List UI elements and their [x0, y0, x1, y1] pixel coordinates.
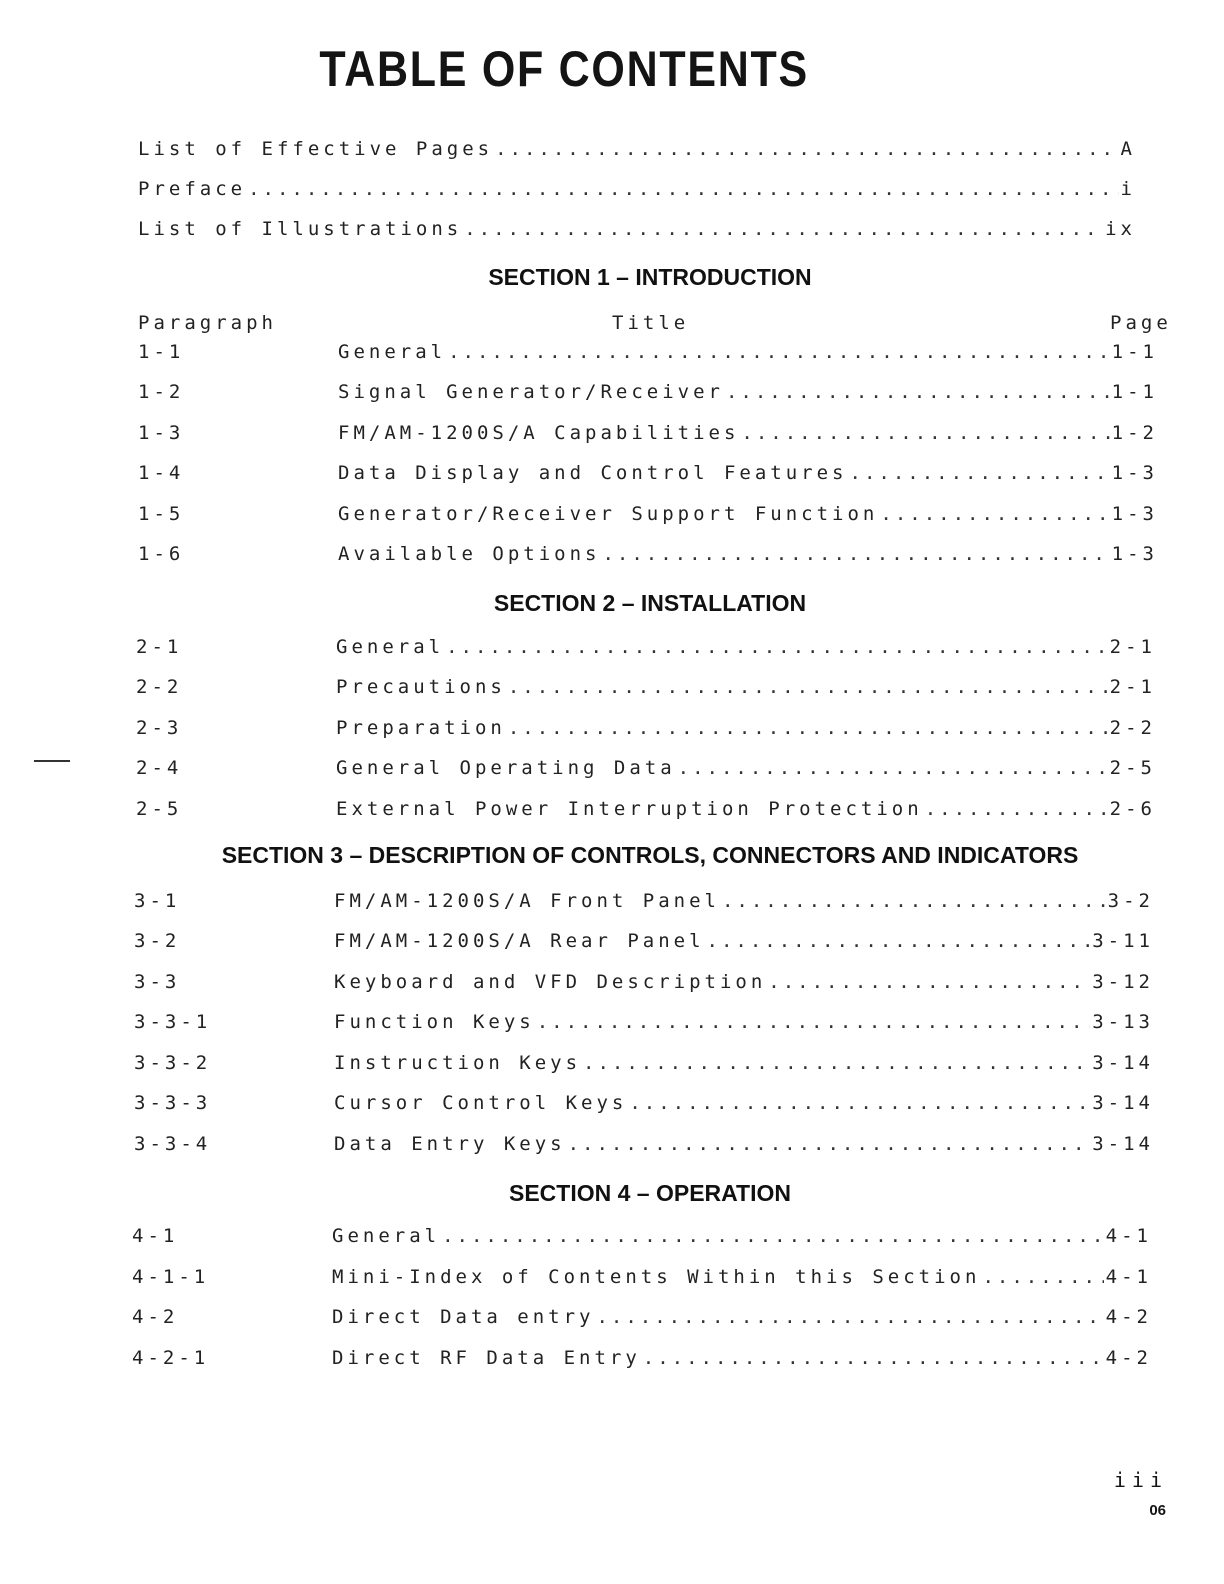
entry-paragraph: 2-1	[136, 636, 183, 658]
dot-leader	[446, 636, 1108, 658]
toc-entry[interactable]	[138, 341, 1168, 365]
entry-page: 1-2	[1111, 422, 1158, 444]
entry-title: Precautions	[336, 676, 506, 698]
entry-paragraph: 1-5	[138, 503, 185, 525]
dot-leader	[678, 757, 1108, 779]
entry-title: Preface	[138, 178, 247, 200]
entry-page: 4-2	[1105, 1347, 1152, 1369]
entry-title: Function Keys	[334, 1011, 535, 1033]
front-matter-list	[138, 138, 1136, 242]
entry-page: 2-1	[1109, 676, 1156, 698]
entry-paragraph: 2-3	[136, 717, 183, 739]
page-title: TABLE OF CONTENTS	[319, 41, 809, 97]
dot-leader	[448, 341, 1110, 363]
entry-title: Mini-Index of Contents Within this Section	[332, 1266, 981, 1288]
toc-entry[interactable]	[134, 890, 1164, 914]
toc-entry-list-of-illustrations[interactable]	[138, 218, 1136, 242]
dot-leader	[464, 218, 1103, 240]
entry-paragraph: 3-1	[134, 890, 181, 912]
dot-leader	[707, 930, 1091, 952]
entry-title: External Power Interruption Protection	[336, 798, 923, 820]
dot-leader	[248, 178, 1118, 200]
toc-entry[interactable]	[134, 1011, 1164, 1035]
dot-leader	[537, 1011, 1091, 1033]
toc-entry[interactable]	[132, 1266, 1162, 1290]
section-3-heading: SECTION 3 – DESCRIPTION OF CONTROLS, CONNECTORS AND INDICATORS	[221, 842, 1079, 868]
entry-page: 1-3	[1111, 503, 1158, 525]
entry-paragraph: 3-3	[134, 971, 181, 993]
entry-paragraph: 4-1	[132, 1225, 179, 1247]
entry-page: 3-13	[1092, 1011, 1154, 1033]
entry-page: 3-12	[1092, 971, 1154, 993]
entry-page: ix	[1105, 218, 1136, 240]
entry-page: 1-3	[1111, 543, 1158, 565]
toc-entry-list-of-effective-pages[interactable]	[138, 138, 1136, 162]
entry-page: 4-2	[1105, 1306, 1152, 1328]
entry-title: Generator/Receiver Support Function	[338, 503, 879, 525]
toc-entry[interactable]	[136, 676, 1166, 700]
entry-title: Direct RF Data Entry	[332, 1347, 641, 1369]
page-number: iii	[1113, 1468, 1168, 1492]
entry-title: Signal Generator/Receiver	[338, 381, 724, 403]
entry-title: List of Effective Pages	[138, 138, 494, 160]
toc-entry[interactable]	[134, 971, 1164, 995]
entry-title: General	[332, 1225, 441, 1247]
entry-page: 2-1	[1109, 636, 1156, 658]
entry-page: 2-5	[1109, 757, 1156, 779]
entry-paragraph: 3-3-1	[134, 1011, 212, 1033]
toc-entry[interactable]	[132, 1306, 1162, 1330]
dot-leader	[850, 462, 1110, 484]
entry-page: 3-14	[1092, 1092, 1154, 1114]
dot-leader	[495, 138, 1118, 160]
dot-leader	[583, 1052, 1090, 1074]
dot-leader	[568, 1133, 1091, 1155]
entry-page: 3-2	[1107, 890, 1154, 912]
entry-title: Data Entry Keys	[334, 1133, 566, 1155]
toc-entry[interactable]	[138, 503, 1168, 527]
toc-entry[interactable]	[136, 717, 1166, 741]
toc-entry[interactable]	[134, 1133, 1164, 1157]
toc-entry[interactable]	[136, 757, 1166, 781]
dot-leader	[768, 971, 1090, 993]
dot-leader	[643, 1347, 1104, 1369]
dot-leader	[880, 503, 1109, 525]
dot-leader	[602, 543, 1109, 565]
entry-title: General	[338, 341, 447, 363]
entry-paragraph: 4-2-1	[132, 1347, 210, 1369]
dot-leader	[982, 1266, 1103, 1288]
entry-title: FM/AM-1200S/A Front Panel	[334, 890, 720, 912]
dot-leader	[629, 1092, 1090, 1114]
section-4-heading: SECTION 4 – OPERATION	[508, 1180, 791, 1206]
toc-entry[interactable]	[132, 1225, 1162, 1249]
entry-paragraph: 2-4	[136, 757, 183, 779]
section-2-heading: SECTION 2 – INSTALLATION	[493, 590, 807, 616]
toc-entry[interactable]	[138, 422, 1168, 446]
entry-title: Data Display and Control Features	[338, 462, 848, 484]
entry-paragraph: 1-3	[138, 422, 185, 444]
entry-page: 1-1	[1111, 341, 1158, 363]
toc-entry[interactable]	[136, 798, 1166, 822]
toc-entry[interactable]	[134, 1052, 1164, 1076]
entry-paragraph: 1-1	[138, 341, 185, 363]
entry-page: 1-1	[1111, 381, 1158, 403]
margin-mark	[34, 760, 70, 762]
entry-paragraph: 1-6	[138, 543, 185, 565]
entry-page: A	[1120, 138, 1136, 160]
dot-leader	[442, 1225, 1104, 1247]
entry-paragraph: 1-2	[138, 381, 185, 403]
entry-title: Direct Data entry	[332, 1306, 595, 1328]
entry-title: General	[336, 636, 445, 658]
entry-title: Preparation	[336, 717, 506, 739]
entry-paragraph: 3-3-4	[134, 1133, 212, 1155]
entry-page: i	[1120, 178, 1136, 200]
entry-page: 1-3	[1111, 462, 1158, 484]
entry-page: 3-11	[1092, 930, 1154, 952]
toc-entry[interactable]	[134, 1092, 1164, 1116]
entry-page: 4-1	[1105, 1225, 1152, 1247]
entry-paragraph: 1-4	[138, 462, 185, 484]
entry-title: Keyboard and VFD Description	[334, 971, 767, 993]
dot-leader	[508, 676, 1108, 698]
entry-title: FM/AM-1200S/A Rear Panel	[334, 930, 705, 952]
column-header-page: Page	[1110, 312, 1172, 334]
entry-page: 3-14	[1092, 1052, 1154, 1074]
entry-paragraph: 4-1-1	[132, 1266, 210, 1288]
toc-entry[interactable]	[136, 636, 1166, 660]
toc-entry[interactable]	[134, 930, 1164, 954]
entry-title: Cursor Control Keys	[334, 1092, 628, 1114]
dot-leader	[596, 1306, 1103, 1328]
column-headers	[138, 312, 1172, 336]
dot-leader	[726, 381, 1110, 403]
entry-page: 3-14	[1092, 1133, 1154, 1155]
entry-title: Instruction Keys	[334, 1052, 582, 1074]
entry-title: General Operating Data	[336, 757, 676, 779]
entry-paragraph: 3-2	[134, 930, 181, 952]
entry-title: List of Illustrations	[138, 218, 463, 240]
dot-leader	[722, 890, 1106, 912]
entry-paragraph: 3-3-3	[134, 1092, 212, 1114]
column-header-title: Title	[612, 312, 690, 334]
column-header-paragraph: Paragraph	[138, 312, 277, 334]
toc-entry[interactable]	[138, 543, 1168, 567]
toc-entry[interactable]	[132, 1347, 1162, 1371]
toc-entry-preface[interactable]	[138, 178, 1136, 202]
entry-page: 4-1	[1105, 1266, 1152, 1288]
entry-title: FM/AM-1200S/A Capabilities	[338, 422, 740, 444]
toc-entry[interactable]	[138, 381, 1168, 405]
dot-leader	[925, 798, 1108, 820]
entry-paragraph: 2-2	[136, 676, 183, 698]
revision-code: 06	[1149, 1502, 1166, 1519]
section-1-heading: SECTION 1 – INTRODUCTION	[488, 264, 812, 290]
entry-paragraph: 4-2	[132, 1306, 179, 1328]
toc-entry[interactable]	[138, 462, 1168, 486]
dot-leader	[741, 422, 1109, 444]
entry-page: 2-2	[1109, 717, 1156, 739]
entry-paragraph: 2-5	[136, 798, 183, 820]
entry-title: Available Options	[338, 543, 601, 565]
dot-leader	[508, 717, 1108, 739]
entry-page: 2-6	[1109, 798, 1156, 820]
entry-paragraph: 3-3-2	[134, 1052, 212, 1074]
